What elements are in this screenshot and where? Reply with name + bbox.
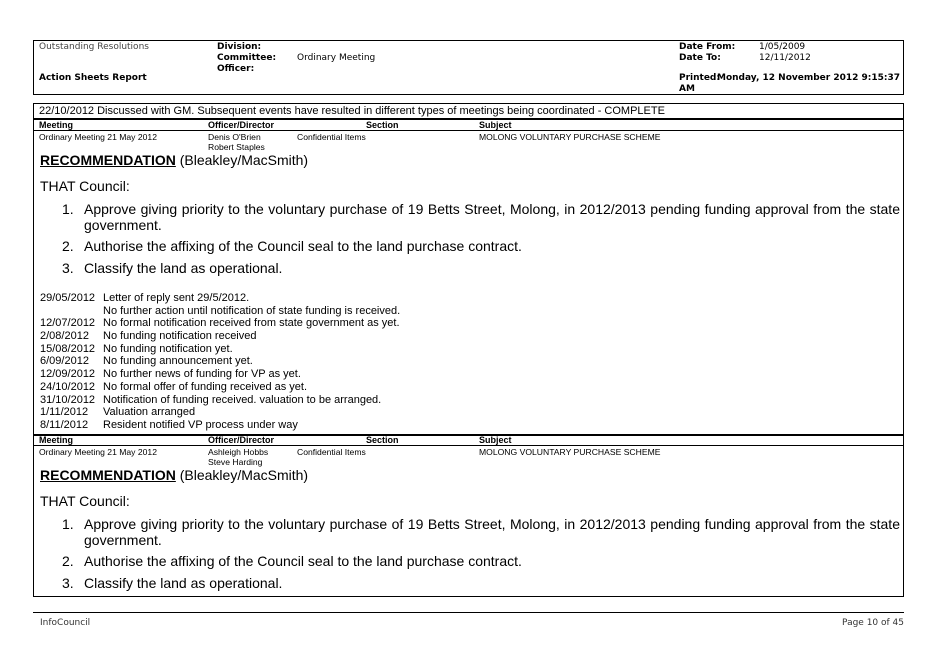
recommendation-movers: (Bleakley/MacSmith) [175, 152, 309, 168]
log-text: No funding announcement yet. [103, 355, 253, 368]
action-sheet-body [33, 103, 904, 597]
date-from-label: Date From: [679, 42, 736, 52]
page-number: Page 10 of 45 [842, 618, 904, 628]
log-text: No funding notification yet. [103, 342, 233, 355]
col-section-header: Section [366, 120, 399, 130]
recommendation-movers: (Bleakley/MacSmith) [175, 467, 309, 483]
item-text: Classify the land as operational. [84, 260, 283, 276]
log-text: No formal offer of funding received as yet. [103, 380, 308, 393]
recommendation-label: RECOMMENDATION [40, 467, 176, 483]
officer-cell: Steve Harding [208, 457, 263, 467]
printed-label: Printed: [679, 73, 720, 83]
col-section-header: Section [366, 435, 399, 445]
divider [34, 445, 903, 446]
item-number: 1. [62, 201, 74, 217]
divider [34, 130, 903, 131]
col-officer-header: Officer/Director [208, 120, 275, 130]
org-label: Outstanding Resolutions [39, 42, 149, 52]
recommendation-heading [40, 467, 308, 483]
log-text: Resident notified VP process under way [103, 418, 298, 431]
officer-cell: Denis O'Brien [208, 132, 261, 142]
item-number: 2. [62, 238, 74, 254]
item-number: 1. [62, 516, 74, 532]
committee-label: Committee: [217, 53, 277, 63]
col-subject-header: Subject [479, 435, 512, 445]
top-note: 22/10/2012 Discussed with GM. Subsequent events have resulted in different types of meetings being coordinated - COMPLETE [39, 105, 665, 117]
log-date: 2/08/2012 [40, 330, 89, 343]
log-text: No funding notification received [103, 330, 257, 343]
log-date: 1/11/2012 [40, 406, 89, 419]
divider [34, 434, 903, 436]
officer-label: Officer: [217, 64, 255, 74]
printed-value-cont: AM [679, 84, 695, 94]
divider [34, 118, 903, 120]
date-from-value: 1/05/2009 [759, 42, 806, 52]
log-date: 15/08/2012 [40, 342, 96, 355]
log-date: 8/11/2012 [40, 418, 89, 431]
subject-cell: MOLONG VOLUNTARY PURCHASE SCHEME [479, 132, 661, 142]
that-council: THAT Council: [40, 493, 130, 509]
log-date: 12/09/2012 [40, 368, 96, 381]
log-text: Valuation arranged [103, 406, 196, 419]
officer-cell: Robert Staples [208, 142, 265, 152]
section-cell: Confidential Items [297, 447, 366, 457]
officer-cell: Ashleigh Hobbs [208, 447, 269, 457]
report-header [33, 40, 904, 95]
item-text: Authorise the affixing of the Council seal to the land purchase contract. [84, 553, 522, 569]
date-to-value: 12/11/2012 [759, 53, 811, 63]
date-to-label: Date To: [679, 53, 721, 63]
item-number: 3. [62, 575, 74, 591]
log-date: 6/09/2012 [40, 355, 89, 368]
footer-divider [33, 612, 904, 613]
item-text: Classify the land as operational. [84, 575, 283, 591]
log-text: No further news of funding for VP as yet. [103, 368, 301, 381]
section-cell: Confidential Items [297, 132, 366, 142]
committee-value: Ordinary Meeting [297, 53, 376, 63]
item-text: Authorise the affixing of the Council seal to the land purchase contract. [84, 238, 522, 254]
col-meeting-header: Meeting [39, 435, 74, 445]
printed-value: Monday, 12 November 2012 9:15:37 [717, 73, 901, 83]
recommendation-label: RECOMMENDATION [40, 152, 176, 168]
log-text: Letter of reply sent 29/5/2012. [103, 292, 250, 304]
log-date: 24/10/2012 [40, 380, 96, 393]
meeting-cell: Ordinary Meeting 21 May 2012 [39, 447, 157, 457]
that-council: THAT Council: [40, 178, 130, 194]
subject-cell: MOLONG VOLUNTARY PURCHASE SCHEME [479, 447, 661, 457]
recommendation-heading [40, 152, 308, 168]
col-meeting-header: Meeting [39, 120, 74, 130]
item-text: Approve giving priority to the voluntary purchase of 19 Betts Street, Molong, in 2012/2013 pending funding approval from the state government. [84, 516, 900, 548]
item-text: Approve giving priority to the voluntary purchase of 19 Betts Street, Molong, in 2012/2013 pending funding approval from the state government. [84, 201, 900, 233]
log-text: No formal notification received from state government as yet. [103, 317, 400, 330]
log-text: Notification of funding received. valuation to be arranged. [103, 393, 382, 406]
log-date: 31/10/2012 [40, 393, 96, 406]
log-text: No further action until notification of state funding is received. [103, 304, 401, 317]
report-label: Action Sheets Report [39, 73, 147, 83]
footer-app-name: InfoCouncil [40, 618, 91, 628]
division-label: Division: [217, 42, 262, 52]
item-number: 3. [62, 260, 74, 276]
log-date: 12/07/2012 [40, 317, 96, 330]
meeting-cell: Ordinary Meeting 21 May 2012 [39, 132, 157, 142]
log-date: 29/05/2012 [40, 292, 96, 304]
col-subject-header: Subject [479, 120, 512, 130]
item-number: 2. [62, 553, 74, 569]
col-officer-header: Officer/Director [208, 435, 275, 445]
